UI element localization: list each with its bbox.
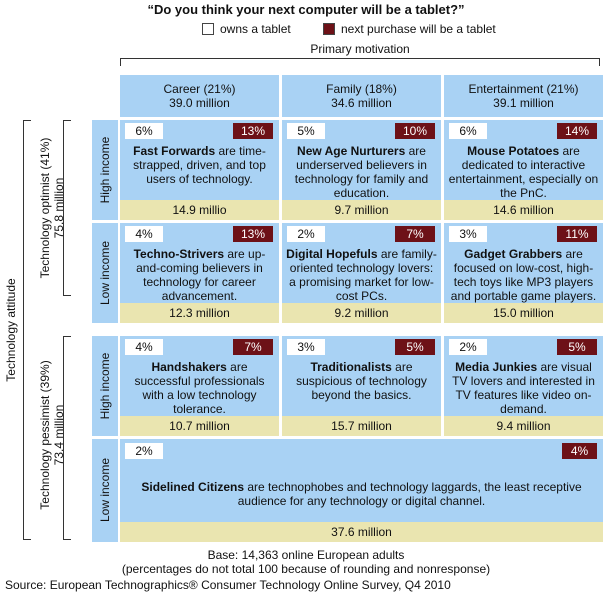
new-age-name: New Age Nurturers [297,144,406,158]
column-entertainment-value: 39.1 million [493,96,554,110]
legend-owns-label: owns a tablet [220,22,291,36]
fast-forwards-name: Fast Forwards [133,144,216,158]
hand-total: 10.7 million [120,416,279,436]
footer-base: Base: 14,363 online European adults [207,548,405,562]
optimist-label [38,128,66,288]
techno-desc [124,247,275,303]
sidelined-own-pct: 2% [125,443,163,459]
footer-source: Source: European Technographics® Consumer Technology Online Survey, Q4 2010 [5,578,451,592]
column-career-name: Career (21%) [163,82,236,96]
techno-next-pct: 13% [233,226,273,242]
digital-own-pct: 2% [287,226,325,242]
mouse-text: are dedicated to interactive entertainment, especially on the PnC. [448,144,599,200]
mouse-next-pct: 14% [557,123,597,139]
footer-note: (percentages do not total 100 because of rounding and nonresponse) [121,562,491,576]
media-total: 9.4 million [444,416,603,436]
trad-desc [286,360,437,402]
new-age-total: 9.7 million [282,200,441,220]
sidelined-total: 37.6 million [120,522,603,542]
column-family-value: 34.6 million [331,96,392,110]
column-header-career [120,75,279,117]
row-label-high-income-2: High income [98,352,112,420]
new-age-next-pct: 10% [395,123,435,139]
trad-name: Traditionalists [310,360,392,374]
column-entertainment-name: Entertainment (21%) [468,82,579,96]
trad-total: 15.7 million [282,416,441,436]
mouse-desc [448,144,599,200]
media-name: Media Junkies [455,360,538,374]
pessimist-label-value: 73.4 million [52,404,66,466]
legend-owns [202,22,291,36]
techno-total: 12.3 million [120,303,279,323]
fast-forwards-desc [124,144,275,186]
mouse-total: 14.6 million [444,200,603,220]
gadget-total: 15.0 million [444,303,603,323]
column-header-family [282,75,441,117]
column-family-name: Family (18%) [326,82,397,96]
mouse-own-pct: 6% [449,123,487,139]
technology-attitude-label: Technology attitude [4,278,18,382]
media-desc [448,360,599,416]
row-label-low-income-1: Low income [98,240,112,306]
primary-motivation-bracket [120,58,600,66]
hand-own-pct: 4% [125,339,163,355]
hand-next-pct: 7% [233,339,273,355]
optimist-label-value: 75.8 million [52,177,66,239]
fast-forwards-own-pct: 6% [125,123,163,139]
gadget-next-pct: 11% [557,226,597,242]
gadget-own-pct: 3% [449,226,487,242]
row-label-high-income-1: High income [98,136,112,204]
legend-owns-swatch [202,23,214,35]
digital-name: Digital Hopefuls [286,247,378,261]
pessimist-label-name: Technology pessimist (39%) [38,360,52,510]
legend-next-swatch [323,23,335,35]
techno-own-pct: 4% [125,226,163,242]
digital-next-pct: 7% [395,226,435,242]
legend-next-label: next purchase will be a tablet [341,22,496,36]
column-header-entertainment [444,75,603,117]
media-text: are visual TV lovers and interested in TV features like video on-demand. [452,360,595,416]
fast-forwards-text: are time-strapped, driven, and top users of technology. [133,144,266,186]
trad-own-pct: 3% [287,339,325,355]
sidelined-desc [130,480,593,508]
legend-next [323,22,496,36]
column-career-value: 39.0 million [169,96,230,110]
primary-motivation-label: Primary motivation [310,42,410,56]
hand-desc [124,360,275,416]
trad-next-pct: 5% [395,339,435,355]
pessimist-label [38,325,66,545]
digital-text: are family-oriented technology lovers: a promising market for low-cost PCs. [289,247,437,303]
trad-text: are suspicious of technology beyond the basics. [296,360,427,402]
chart-title: “Do you think your next computer will be a tablet?” [147,2,465,17]
digital-desc [286,247,437,303]
digital-total: 9.2 million [282,303,441,323]
new-age-own-pct: 5% [287,123,325,139]
mouse-name: Mouse Potatoes [467,144,560,158]
sidelined-name: Sidelined Citizens [141,480,245,494]
technology-attitude-bracket [23,120,31,540]
optimist-label-name: Technology optimist (41%) [38,137,52,279]
media-next-pct: 5% [557,339,597,355]
fast-forwards-total: 14.9 millio [120,200,279,220]
techno-name: Techno-Strivers [133,247,225,261]
row-label-low-income-2: Low income [98,457,112,523]
hand-text: are successful professionals with a low technology tolerance. [134,360,265,416]
gadget-desc [448,247,599,303]
sidelined-next-pct: 4% [562,443,597,459]
sidelined-text: are technophobes and technology laggards, the least receptive audience for any technology or digital channel. [237,480,582,508]
media-own-pct: 2% [449,339,487,355]
techno-text: are up-and-coming believers in technology for career advancement. [136,247,266,303]
hand-name: Handshakers [151,360,227,374]
fast-forwards-next-pct: 13% [233,123,273,139]
gadget-name: Gadget Grabbers [464,247,563,261]
new-age-text: are underserved believers in technology for family and education. [294,144,429,200]
gadget-text: are focused on low-cost, high-tech toys like MP3 players and portable game players. [450,247,597,303]
new-age-desc [286,144,437,200]
